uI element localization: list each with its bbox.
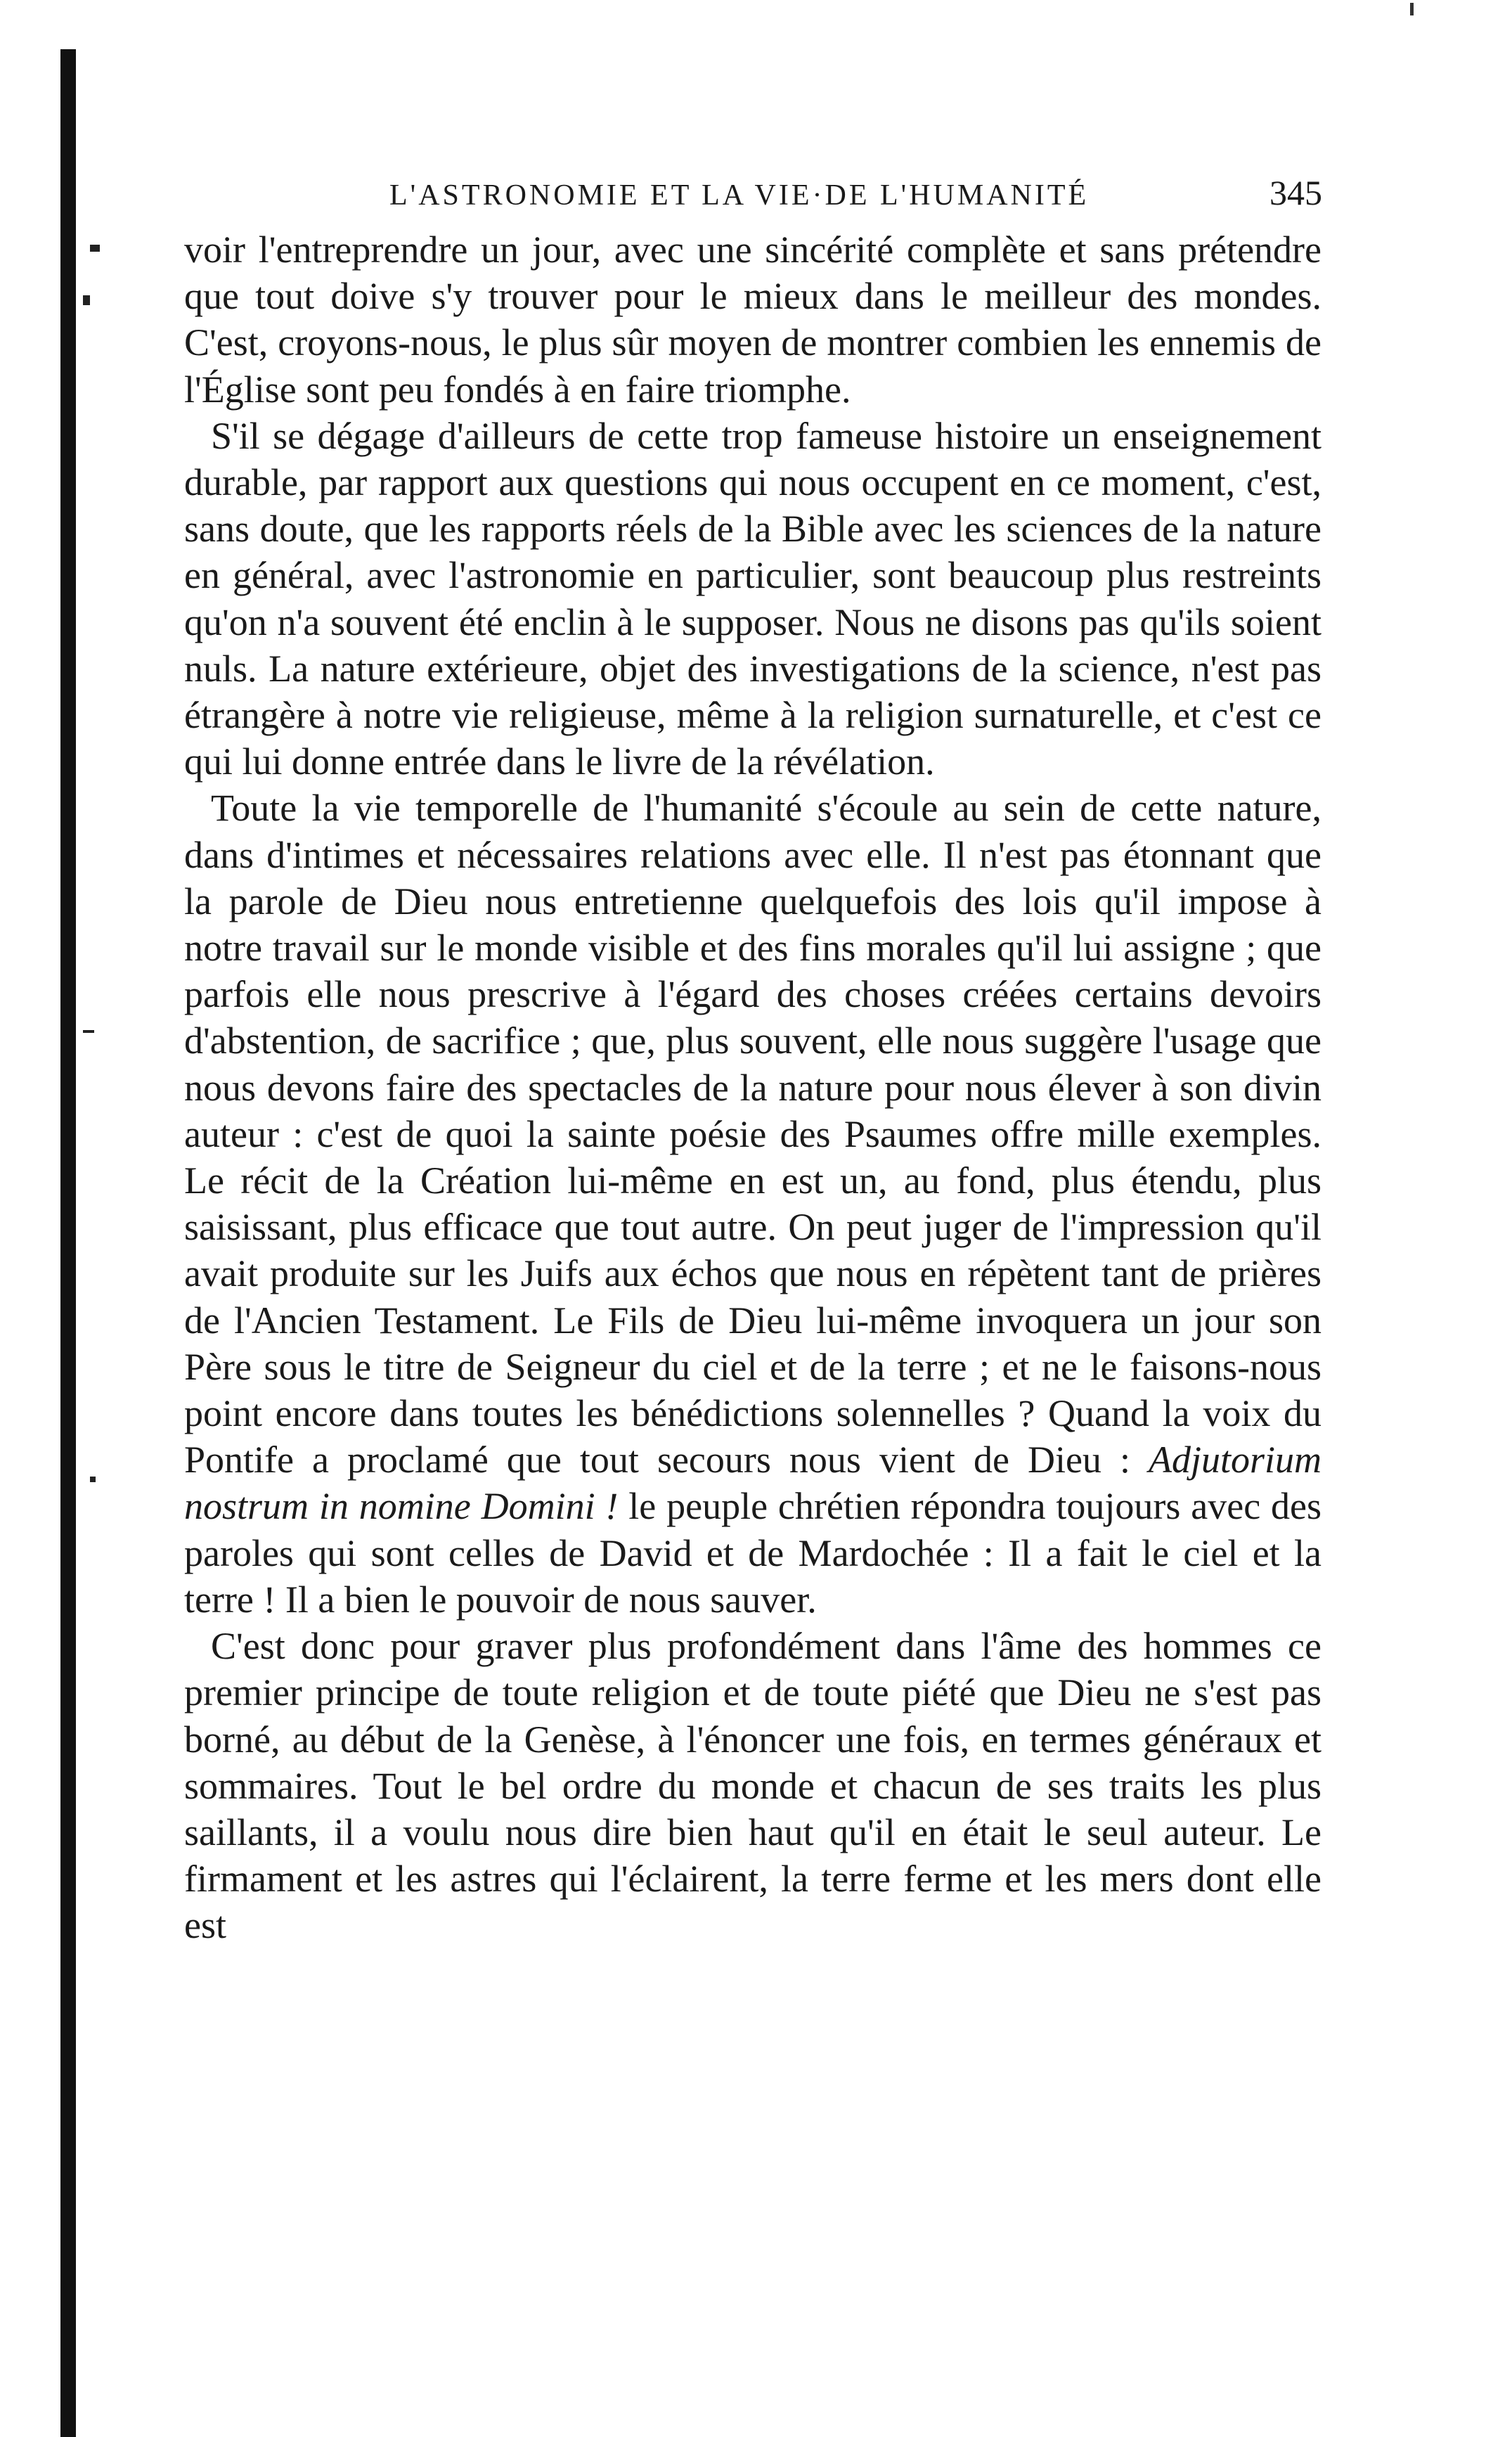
paragraph-text: voir l'entreprendre un jour, avec une sincérité complète et sans prétendre que tout doive s'y trouver pour le mieux dans le meilleur des mondes. C'est, croyons-nous, le plus sûr moyen de montrer combien les ennemis de l'Église sont peu fondés à en faire triomphe. <box>184 229 1322 411</box>
margin-mark <box>1410 3 1414 15</box>
scanned-page-edge <box>60 49 76 2437</box>
paragraph-text-continued: le peuple chrétien répondra toujours avec des paroles qui sont celles de David et de Mardochée : Il a fait le ciel et la terre ! Il a bien le pouvoir de nous sauver. <box>184 1485 1322 1621</box>
margin-mark <box>90 245 100 252</box>
paragraph-4 <box>184 1623 1322 1948</box>
margin-mark <box>83 295 90 305</box>
margin-mark <box>90 1477 96 1482</box>
margin-mark <box>83 1030 94 1033</box>
paragraph-text: Toute la vie temporelle de l'humanité s'écoule au sein de cette nature, dans d'intimes et nécessaires relations avec elle. Il n'est pas étonnant que la parole de Dieu nous entretienne quelquefois des lois qu'il impose à notre travail sur le monde visible et des fins morales qu'il lui assigne ; que parfois elle nous prescrive à l'égard des choses créées certains devoirs d'abstention, de sacrifice ; que, plus souvent, elle nous suggère l'usage que nous devons faire des spectacles de la nature pour nous élever à son divin auteur : c'est de quoi la sainte poésie des Psaumes offre mille exemples. Le récit de la Création lui-même en est un, au fond, plus étendu, plus saisissant, plus efficace que tout autre. On peut juger de l'impression qu'il avait produite sur les Juifs aux échos que nous en répètent tant de prières de l'Ancien Testament. Le Fils de Dieu lui-même invoquera un jour son Père sous le titre de Seigneur du ciel et de la terre ; et ne le faisons-nous point encore dans toutes les bénédictions solennelles ? Quand la voix du Pontife a proclamé que tout secours nous vient de Dieu : <box>184 787 1322 1481</box>
paragraph-1 <box>184 226 1322 413</box>
paragraph-text: C'est donc pour graver plus profondément dans l'âme des hommes ce premier principe de toute religion et de toute piété que Dieu ne s'est pas borné, au début de la Genèse, à l'énoncer une fois, en termes généraux et sommaires. Tout le bel ordre du monde et chacun de ses traits les plus saillants, il a voulu nous dire bien haut qu'il en était le seul auteur. Le firmament et les astres qui l'éclairent, la terre ferme et les mers dont elle est <box>184 1625 1322 1947</box>
latin-quote: Adjutorium nostrum in nomine Domini ! <box>184 1439 1322 1528</box>
paragraph-text: S'il se dégage d'ailleurs de cette trop fameuse histoire un enseignement durable, par rapport aux questions qui nous occupent en ce moment, c'est, sans doute, que les rapports réels de la Bible avec les sciences de la nature en général, avec l'astronomie en particulier, sont beaucoup plus restreints qu'on n'a souvent été enclin à le supposer. Nous ne disons pas qu'ils soient nuls. La nature extérieure, objet des investigations de la science, n'est pas étrangère à notre vie religieuse, même à la religion surnaturelle, et c'est ce qui lui donne entrée dans le livre de la révélation. <box>184 414 1322 783</box>
page-number: 345 <box>1269 173 1322 212</box>
paragraph-2 <box>184 413 1322 785</box>
running-title: L'ASTRONOMIE ET LA VIE·DE L'HUMANITÉ <box>389 179 1090 212</box>
body-text <box>184 226 1322 1949</box>
paragraph-3 <box>184 785 1322 1623</box>
page-header <box>184 172 1322 221</box>
